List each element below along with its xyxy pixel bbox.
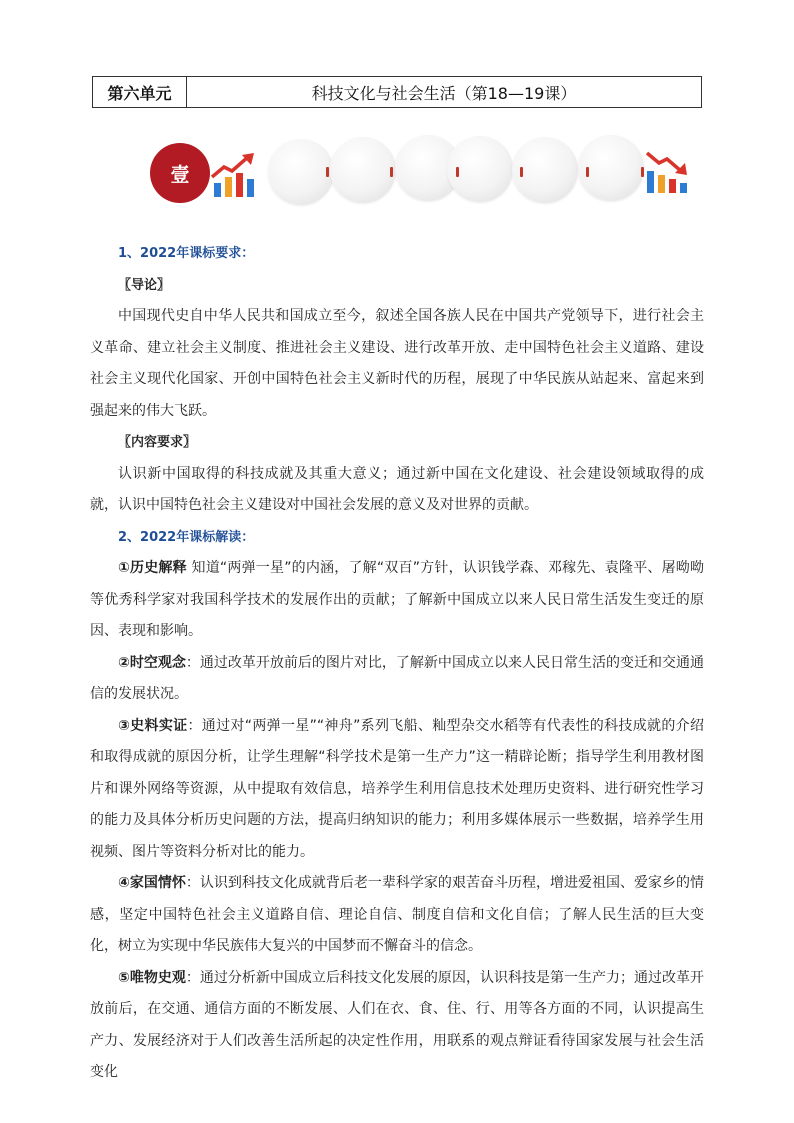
section-badge: 壹 [150,143,210,203]
document-body [90,238,704,1089]
unit-label: 第六单元 [93,77,187,107]
bubble-text-fragment [586,167,589,177]
literacy-text: ：通过分析新中国成立后科技文化发展的原因，认识科技是第一生产力；通过改革开放前后，在交通、通信方面的不断发展、人们在衣、食、住、行、用等各方面的不同，认识提高生产力、发展经济对于人们改善生活所起的决定性作用，用联系的观点辩证看待国家发展与社会生活变化 [90,969,704,1080]
intro-label: 〖导论〗 [118,277,171,293]
content-requirements-label: 〖内容要求〗 [118,435,197,450]
literacy-term: ③史料实证 [118,717,188,734]
literacy-term: ④家国情怀 [118,875,186,891]
bubble-text-fragment [520,167,523,177]
bubble-text-fragment [326,167,329,177]
bubble-text-fragment [641,167,644,177]
literacy-paragraph [90,868,704,963]
bubble-text-fragment [390,167,393,177]
literacy-paragraph [90,711,704,869]
literacy-text: 知道“两弹一星”的内涵，了解“双百”方针，认识钱学森、邓稼先、袁隆平、屠呦呦等优秀科学家对我国科学技术的发展作出的贡献；了解新中国成立以来人民日常生活发生变迁的原因、表现和影响。 [90,560,704,639]
literacy-text: ：通过改革开放前后的图片对比，了解新中国成立以来人民日常生活的变迁和交通通信的发展状况。 [90,654,704,702]
intro-paragraph: 中国现代史自中华人民共和国成立至今，叙述全国各族人民在中国共产党领导下，进行社会主义革命、建立社会主义制度、推进社会主义建设、进行改革开放、走中国特色社会主义道路、建设社会主义现代化国家、开创中国特色社会主义新时代的历程，展现了中华民族从站起来、富起来到强起来的伟大飞跃。 [90,308,704,419]
title-bubble [268,139,334,205]
bubble-text-fragment [456,167,459,177]
literacy-term: ⑤唯物史观 [118,969,186,986]
literacy-paragraph [90,648,704,711]
content-requirements-paragraph: 认识新中国取得的科技成就及其重大意义；通过新中国在文化建设、社会建设领域取得的成就，认识中国特色社会主义建设对中国社会发展的意义及对世界的贡献。 [90,465,704,513]
title-bubble [330,137,396,203]
falling-chart-icon [645,149,689,195]
literacy-term: ①历史解释 [118,560,187,576]
section-banner [150,135,690,210]
literacy-text: ：认识到科技文化成就背后老一辈科学家的艰苦奋斗历程，增进爱祖国、爱家乡的情感，坚定中国特色社会主义道路自信、理论自信、制度自信和文化自信；了解人民生活的巨大变化，树立为实现中华民族伟大复兴的中国梦而不懈奋斗的信念。 [90,875,704,954]
literacy-paragraph [90,963,704,1089]
section-heading: 2、2022年课标解读： [118,529,255,545]
section-heading: 1、2022年课标要求： [118,246,255,261]
rising-chart-icon [210,153,258,199]
unit-title: 科技文化与社会生活（第18—19课） [311,83,577,103]
literacy-paragraph [90,553,704,648]
unit-header-table [92,76,702,108]
literacy-text: ：通过对“两弹一星”“神舟”系列飞船、籼型杂交水稻等有代表性的科技成就的介绍和取得成就的原因分析，让学生理解“科学技术是第一生产力”这一精辟论断；指导学生利用教材图片和课外网络等资源，从中提取有效信息，培养学生利用信息技术处理历史资料、进行研究性学习的能力及具体分析历史问题的方法，提高归纳知识的能力；利用多媒体展示一些数据，培养学生用视频、图片等资料分析对比的能力。 [90,717,705,860]
literacy-term: ②时空观念 [118,654,186,671]
